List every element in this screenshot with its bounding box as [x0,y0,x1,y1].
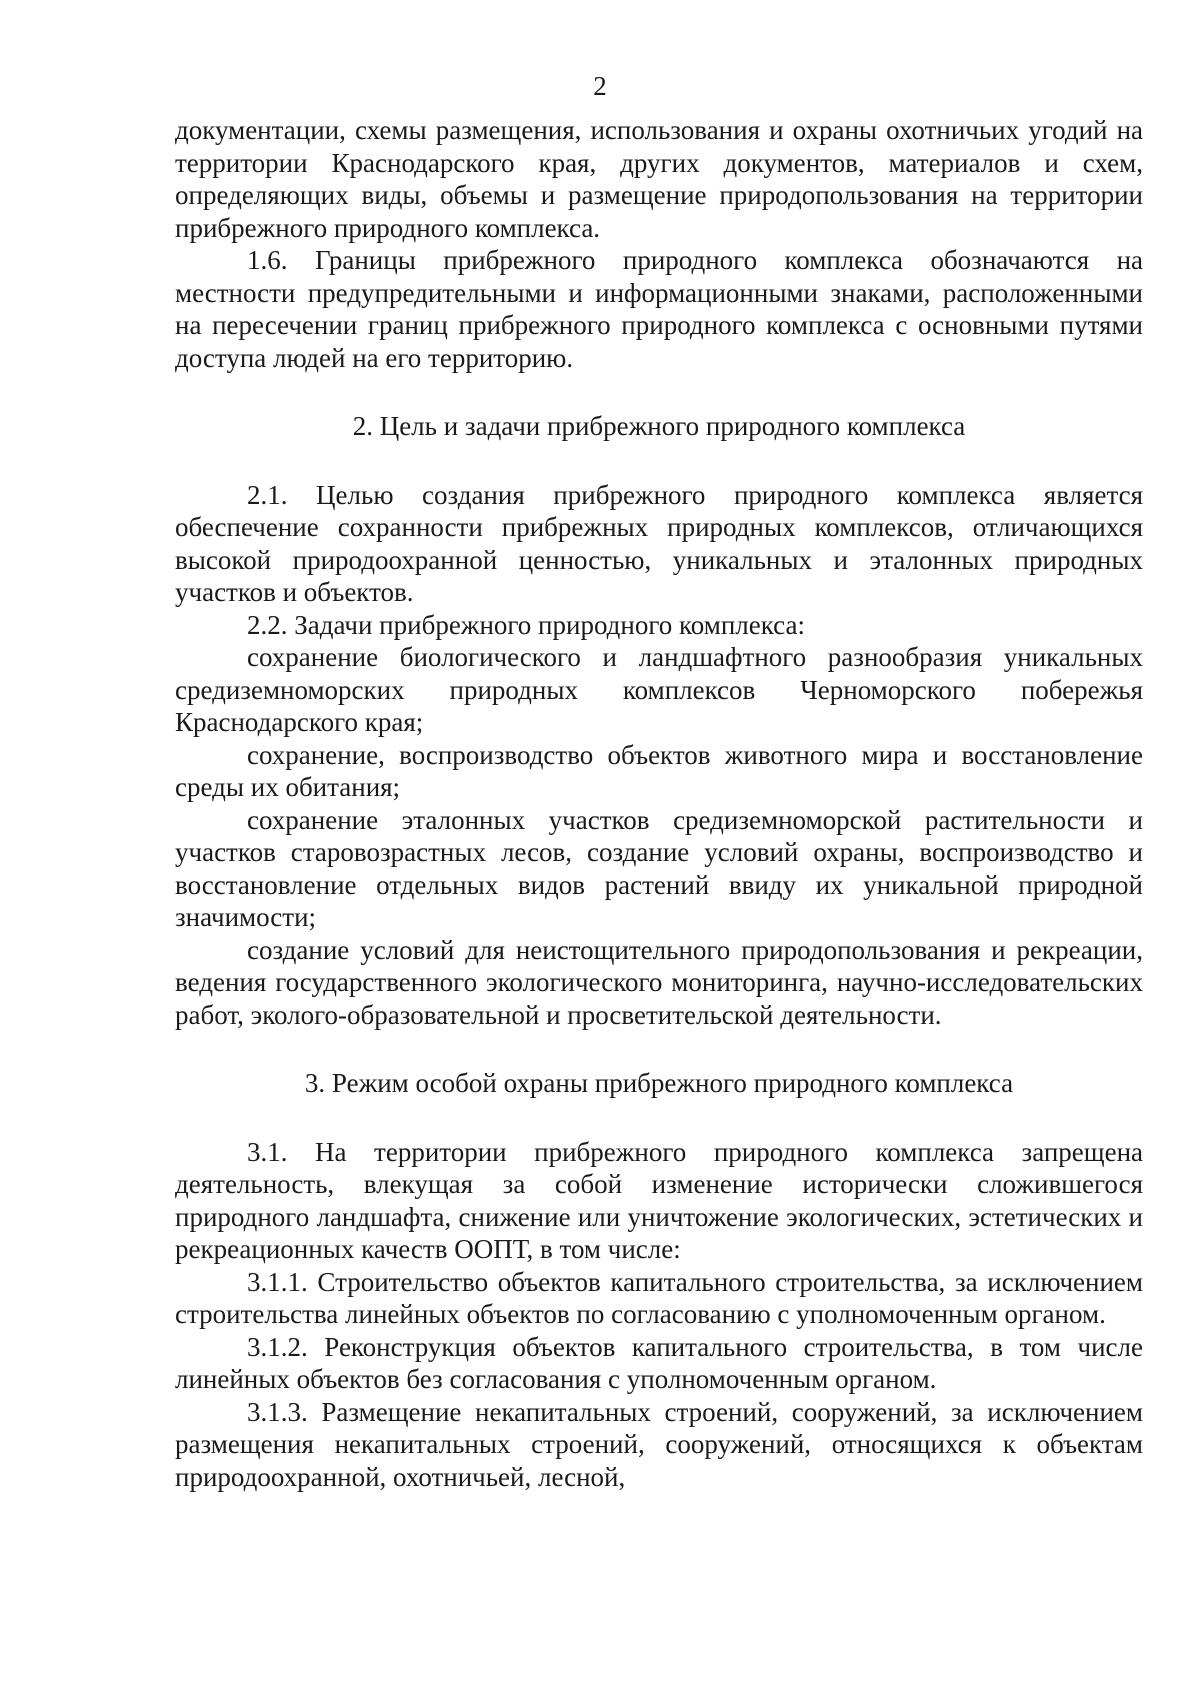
document-body [175,114,1143,1493]
paragraph-3-1: 3.1. На территории прибрежного природного комплекса запрещена деятельность, влекущая за собой изменение исторически сложившегося природного ландшафта, снижение или уничтожение экологических, эстетических и рекреационных качеств ООПТ, в том числе: [175,1136,1143,1264]
paragraph-continuation: документации, схемы размещения, использования и охраны охотничьих угодий на территории Краснодарского края, других документов, материалов и схем, определяющих виды, объемы и размещение природопользования на территории прибрежного природного комплекса. [175,115,1143,243]
task-item: сохранение, воспроизводство объектов животного мира и восстановление среды их обитания; [175,739,1143,802]
paragraph-1-6: 1.6. Границы прибрежного природного комплекса обозначаются на местности предупредительными и информационными знаками, расположенными на пересечении границ прибрежного природного комплекса с основными путями доступа людей на его территорию. [175,245,1143,373]
paragraph-2-1: 2.1. Целью создания прибрежного природного комплекса является обеспечение сохранности прибрежных природных комплексов, отличающихся высокой природоохранной ценностью, уникальных и эталонных природных участков и объектов. [175,479,1143,607]
paragraph-3-1-3: 3.1.3. Размещение некапитальных строений, сооружений, за исключением размещения некапитальных строений, сооружений, относящихся к объектам природоохранной, охотничьей, лесной, [175,1396,1143,1492]
task-item: сохранение биологического и ландшафтного разнообразия уникальных средиземноморских природных комплексов Черноморского побережья Краснодарского края; [175,642,1143,737]
paragraph-2-2: 2.2. Задачи прибрежного природного комплекса: [247,609,805,640]
section-3-heading: 3. Режим особой охраны прибрежного природного комплекса [304,1068,1014,1098]
task-item: сохранение эталонных участков средиземноморской растительности и участков старовозрастных лесов, создание условий охраны, воспроизводство и восстановление отдельных видов растений ввиду их уникальной природной значимости; [175,804,1143,932]
section-2-heading: 2. Цель и задачи прибрежного природного комплекса [352,411,966,441]
page-number: 2 [593,71,607,101]
task-item: создание условий для неистощительного природопользования и рекреации, ведения государственного экологического мониторинга, научно-исследовательских работ, эколого-образовательной и просветительской деятельности. [175,934,1143,1030]
paragraph-3-1-2: 3.1.2. Реконструкция объектов капитального строительства, в том числе линейных объектов без согласования с уполномоченным органом. [175,1331,1143,1394]
paragraph-3-1-1: 3.1.1. Строительство объектов капитального строительства, за исключением строительства линейных объектов по согласованию с уполномоченным органом. [175,1266,1143,1329]
